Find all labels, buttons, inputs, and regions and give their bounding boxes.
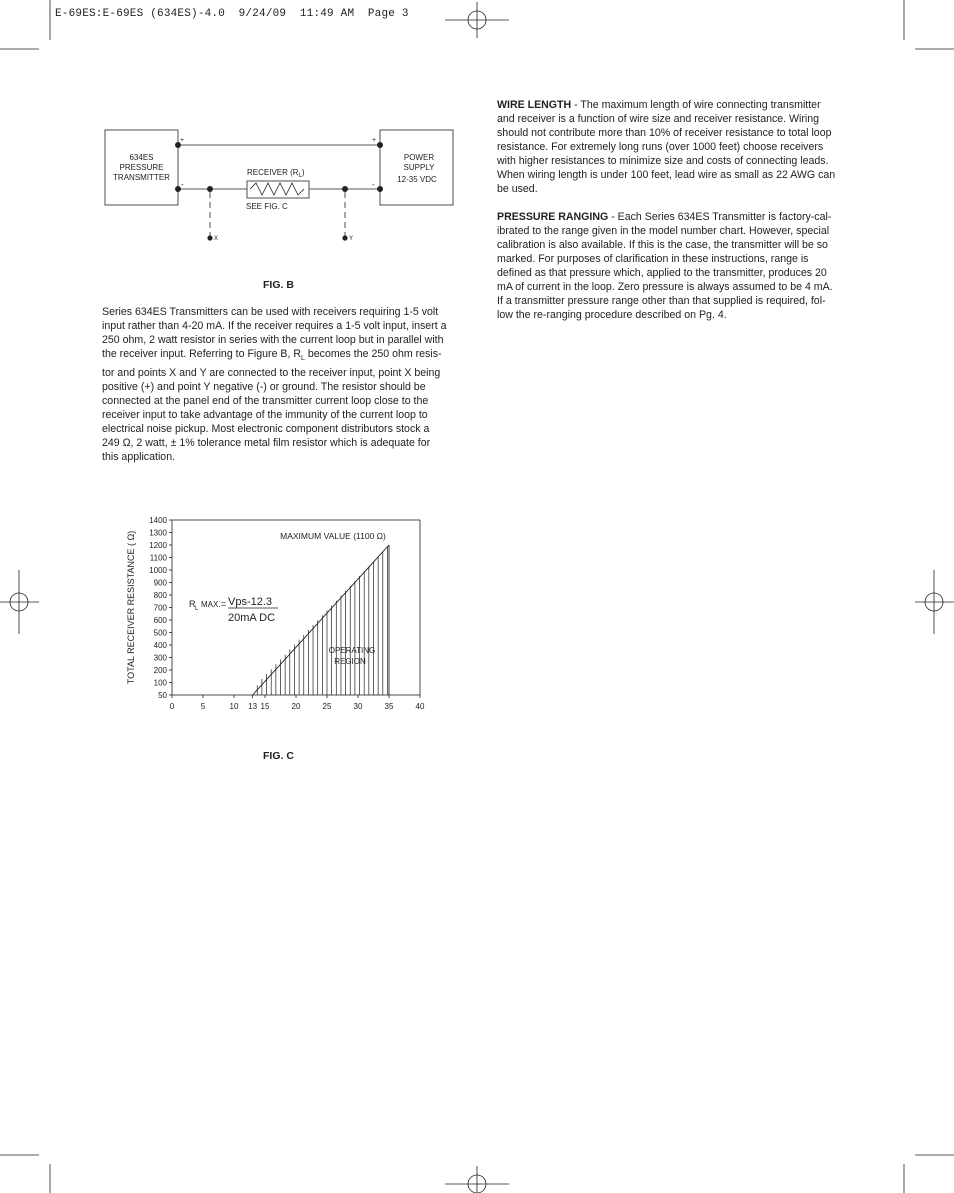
y-tick-label: 1000 bbox=[149, 566, 167, 575]
y-tick-label: 400 bbox=[153, 641, 167, 650]
junction-dot bbox=[207, 186, 213, 192]
x-tick-label: 25 bbox=[322, 702, 332, 711]
y-tick-label: 700 bbox=[153, 603, 167, 613]
transmitter-label-2: PRESSURE bbox=[119, 163, 164, 172]
formula-eq: = bbox=[221, 599, 227, 609]
transmitter-label-3: TRANSMITTER bbox=[113, 173, 170, 182]
receiver-label: RECEIVER $(R_L)$ bbox=[247, 168, 305, 179]
junction-dot bbox=[377, 186, 383, 192]
formula-prefix: R bbox=[189, 599, 196, 609]
x-tick-label: 5 bbox=[200, 702, 206, 711]
x-tick-label: 15 bbox=[260, 702, 270, 711]
point-x-label: X bbox=[214, 236, 219, 242]
plus-right: + bbox=[372, 137, 377, 144]
see-fig-label: SEE FIG. C bbox=[246, 202, 288, 211]
junction-dot bbox=[377, 142, 383, 148]
formula-max: MAX. bbox=[201, 600, 221, 609]
junction-dot bbox=[175, 186, 181, 192]
formula-denominator: 20mA DC bbox=[228, 612, 276, 624]
y-axis-label: TOTAL RECEIVER RESISTANCE ( Ω) bbox=[126, 530, 136, 685]
resistor-zigzag bbox=[250, 183, 304, 195]
fig-b-caption: FIG. B bbox=[263, 279, 294, 291]
y-tick-label: 900 bbox=[153, 578, 167, 588]
y-tick-label: 500 bbox=[153, 628, 167, 638]
x-tick-label: 20 bbox=[291, 702, 301, 711]
point-y-dot bbox=[342, 235, 347, 240]
pressure-ranging-paragraph: PRESSURE RANGING - Each Series 634ES Transmitter is factory-cal- ibrated to the range given in the model number chart. However, special calibration is also available. If this is the case, the transmitter will be so marked. For purposes of clarification in these instructions, range is defined as that pressure which, applied to the transmitter, produces 20 mA of current in the loop. Zero pressure is always assumed to be 4 mA. If a transmitter pressure range other than that supplied is required, fol- low the re-ranging procedure described on Pg. 4. bbox=[497, 211, 833, 321]
power-label-1: POWER bbox=[403, 153, 435, 162]
wire-length-heading: WIRE LENGTH bbox=[497, 99, 572, 111]
formula-numerator: Vps-12.3 bbox=[228, 596, 273, 608]
transmitter-label-1: 634ES bbox=[129, 153, 154, 162]
junction-dot bbox=[175, 142, 181, 148]
wire-length-paragraph: WIRE LENGTH - The maximum length of wire connecting transmitter and receiver is a function of wire size and receiver resistance. Wiring should not contribute more than 10% of receiver resistance to total loop resistance. For extremely long runs (over 1000 feet) choose receivers with higher resistances to minimize size and costs of connecting leads. When wiring length is under 100 feet, lead wire as small as 22 AWG can be used. bbox=[497, 99, 836, 195]
junction-dot bbox=[342, 186, 348, 192]
x-tick-label: 30 bbox=[353, 702, 363, 711]
y-tick-label: 1300 bbox=[149, 528, 167, 538]
y-tick-label: 800 bbox=[153, 591, 167, 600]
point-y-label: Y bbox=[349, 236, 354, 242]
y-tick-label: 300 bbox=[153, 653, 167, 663]
x-tick-label: 0 bbox=[169, 702, 175, 711]
x-tick-label: 10 bbox=[229, 702, 239, 711]
fig-c-chart bbox=[0, 500, 954, 730]
y-tick-label: 600 bbox=[153, 616, 167, 625]
minus-right: - bbox=[372, 180, 375, 189]
point-x-dot bbox=[207, 235, 212, 240]
page-header: E-69ES:E-69ES (634ES)-4.0 9/24/09 11:49 AM Page 3 bbox=[55, 8, 409, 20]
y-tick-label: 1400 bbox=[149, 516, 167, 525]
formula bbox=[189, 596, 278, 624]
y-tick-label: 1100 bbox=[149, 553, 167, 563]
plus-left: + bbox=[180, 137, 185, 144]
region-label-1: OPERATING bbox=[328, 646, 376, 655]
y-tick-label: 200 bbox=[153, 666, 167, 675]
max-value-label: MAXIMUM VALUE (1100 Ω) bbox=[280, 531, 386, 541]
x-tick-label: 13 bbox=[248, 702, 258, 711]
power-label-3: 12-35 VDC bbox=[397, 175, 437, 184]
y-tick-label: 100 bbox=[153, 678, 167, 688]
fig-c-caption: FIG. C bbox=[263, 750, 294, 762]
formula-sub: L bbox=[195, 606, 199, 612]
x-tick-label: 35 bbox=[384, 702, 394, 711]
pressure-ranging-heading: PRESSURE RANGING bbox=[497, 211, 609, 223]
y-tick-label: 1200 bbox=[149, 541, 167, 550]
y-tick-label: 50 bbox=[158, 691, 167, 700]
region-label-2: REGION bbox=[334, 657, 366, 666]
left-paragraph: Series 634ES Transmitters can be used with receivers requiring 1-5 volt input rather than 4-20 mA. If the receiver requires a 1-5 volt input, insert a 250 ohm, 2 watt resistor in series with the current loop but in parallel with the receiver input. Referring to Figure B, $R_L$ becomes the 250 ohm resis- tor and points X and Y are connected to the receiver input, point X being positive (+) and point Y negative (-) or ground. The resistor should be connected at the panel end of the transmitter current loop close to the receiver input to take advantage of the immunity of the current loop to electrical noise pickup. Most electronic component distributors stock a 249 Ω, 2 watt, ± 1% tolerance metal film resistor which is adequate for this application. bbox=[102, 306, 447, 464]
minus-left: - bbox=[181, 180, 184, 189]
x-tick-label: 40 bbox=[415, 702, 425, 711]
power-label-2: SUPPLY bbox=[403, 163, 435, 172]
